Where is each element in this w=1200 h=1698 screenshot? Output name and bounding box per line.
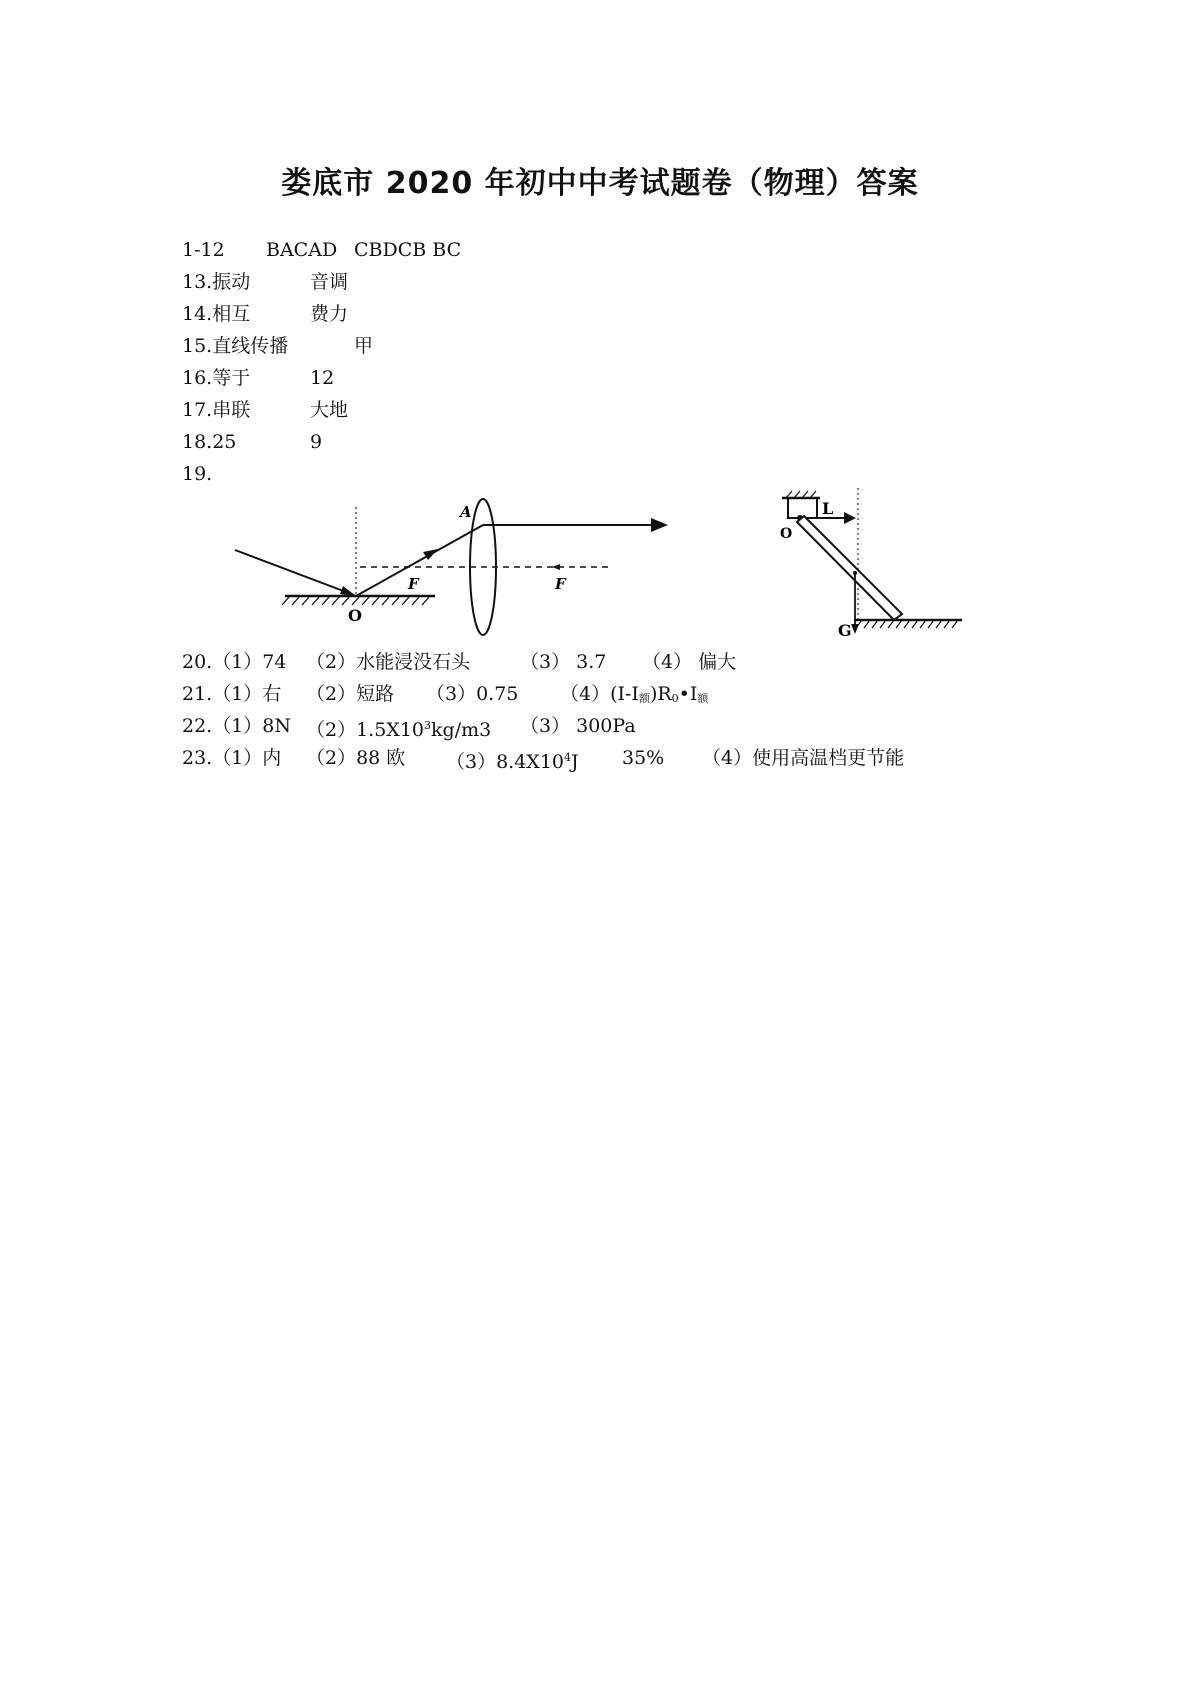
- answer-part-4: $(4)(I-I_额)R_0•I_额$: [560, 683, 709, 705]
- answer-1-12: [182, 238, 462, 262]
- answer-part-1: 串联: [212, 399, 251, 421]
- answer-20: [182, 650, 737, 674]
- arrowhead: [844, 512, 856, 524]
- answer-part-2: 音调: [310, 271, 349, 293]
- answer-part-1: 相互: [212, 303, 251, 325]
- answer-number: 18.: [182, 431, 213, 453]
- optics-diagram: [230, 495, 680, 640]
- mirror-hatching: [282, 596, 430, 605]
- answer-22: [182, 714, 636, 741]
- answer-part-1: 等于: [212, 367, 251, 389]
- answer-15: [182, 334, 374, 358]
- answer-part-4: （4）使用高温档更节能: [702, 747, 905, 769]
- answer-number: 16.: [182, 367, 213, 389]
- label-F-right: F: [555, 575, 566, 593]
- answer-part-1: （1）右: [212, 683, 282, 705]
- answer-number: 17.: [182, 399, 213, 421]
- arrowhead: [651, 518, 668, 532]
- answer-part-3-efficiency: 35%: [622, 747, 665, 769]
- answer-number: 1-12: [182, 239, 225, 261]
- answer-part-3: （3） 300Pa: [520, 715, 636, 737]
- arrowhead: [340, 586, 356, 596]
- answer-part-2: （2）88 欧: [306, 747, 406, 769]
- incident-ray: [235, 550, 354, 595]
- answer-part-3: $(3)8.4X10^4J$: [446, 751, 579, 773]
- answer-part-1: 直线传播: [212, 335, 289, 357]
- label-O: O: [348, 606, 362, 625]
- answer-part-1: （1）74: [212, 651, 287, 673]
- answer-number: 23.: [182, 747, 213, 769]
- answer-part-2: （2）水能浸没石头: [306, 651, 471, 673]
- label-A: A: [460, 503, 472, 521]
- answer-number: 19.: [182, 463, 213, 485]
- answer-17: [182, 398, 349, 422]
- answer-14: [182, 302, 349, 326]
- answer-13: [182, 270, 349, 294]
- page-title: 娄底市 2020 年初中中考试题卷（物理）答案: [281, 166, 919, 201]
- axis-arrow-mark: [552, 564, 560, 570]
- label-L: L: [822, 499, 834, 518]
- answer-part-2: $(2)1.5X10^3kg/m3$: [306, 719, 492, 741]
- answer-part-3: （3）0.75: [426, 683, 519, 705]
- answer-18: [182, 430, 323, 454]
- answer-part-1: BACAD: [266, 239, 338, 261]
- lever-diagram: [770, 488, 970, 638]
- answer-number: 13.: [182, 271, 213, 293]
- answer-part-2: CBDCB BC: [354, 239, 462, 261]
- answer-part-1: （1）8N: [212, 715, 292, 737]
- answer-part-2: 9: [310, 431, 323, 453]
- answer-part-1: （1）内: [212, 747, 282, 769]
- answer-part-3: （3） 3.7: [520, 651, 607, 673]
- hinge-bracket: [788, 498, 800, 518]
- answer-number: 14.: [182, 303, 213, 325]
- answer-23: [182, 746, 905, 773]
- answer-part-2: 甲: [354, 335, 374, 357]
- label-G: G: [838, 621, 852, 638]
- label-O: O: [780, 526, 793, 542]
- answer-number: 21.: [182, 683, 213, 705]
- answer-number: 20.: [182, 651, 213, 673]
- answer-part-2: 大地: [310, 399, 349, 421]
- answer-21: [182, 682, 709, 706]
- answer-part-1: 25: [212, 431, 237, 453]
- rod: [797, 516, 902, 620]
- answer-19: [182, 462, 212, 486]
- answer-part-2: 费力: [310, 303, 349, 325]
- answer-number: 22.: [182, 715, 213, 737]
- label-F-left: F: [408, 575, 419, 593]
- reflected-ray: [356, 525, 483, 596]
- answer-part-4: （4） 偏大: [642, 651, 737, 673]
- answer-number: 15.: [182, 335, 213, 357]
- answer-part-1: 振动: [212, 271, 251, 293]
- answer-part-2: （2）短路: [306, 683, 395, 705]
- answer-part-2: 12: [310, 367, 335, 389]
- answer-16: [182, 366, 335, 390]
